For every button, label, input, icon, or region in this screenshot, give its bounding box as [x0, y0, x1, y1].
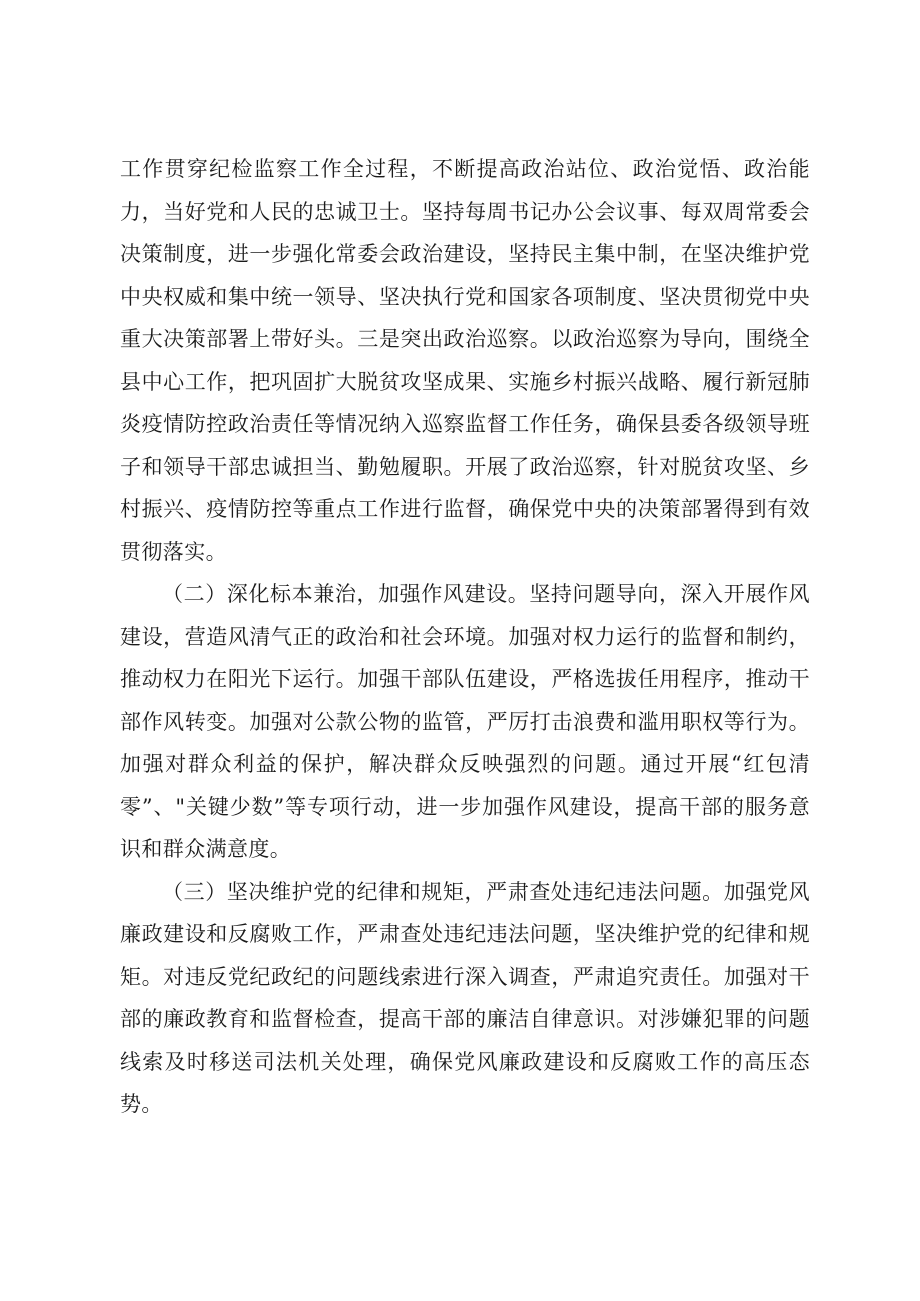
paragraph-continuation: 工作贯穿纪检监察工作全过程，不断提高政治站位、政治觉悟、政治能力，当好党和人民的忠诚卫士。坚持每周书记办公会议事、每双周常委会决策制度，进一步强化常委会政治建设，坚持民主集中制，在坚决维护党中央权威和集中统一领导、坚决执行党和国家各项制度、坚决贯彻党中央重大决策部署上带好头。三是突出政治巡察。以政治巡察为导向，围绕全县中心工作，把巩固扩大脱贫攻坚成果、实施乡村振兴战略、履行新冠肺炎疫情防控政治责任等情况纳入巡察监督工作任务，确保县委各级领导班子和领导干部忠诚担当、勤勉履职。开展了政治巡察，针对脱贫攻坚、乡村振兴、疫情防控等重点工作进行监督，确保党中央的决策部署得到有效贯彻落实。	[120, 157, 810, 564]
paragraph-section-two: （二）深化标本兼治，加强作风建设。坚持问题导向，深入开展作风建设，营造风清气正的政治和社会环境。加强对权力运行的监督和制约，推动权力在阳光下运行。加强干部队伍建设，严格选拔任用程序，推动干部作风转变。加强对公款公物的监管，严厉打击浪费和滥用职权等行为。加强对群众利益的保护，解决群众反映强烈的问题。通过开展“红包清零”、"关键少数”等专项行动，进一步加强作风建设，提高干部的服务意识和群众满意度。	[120, 582, 810, 861]
document-body	[120, 148, 810, 1126]
paragraph-section-three: （三）坚决维护党的纪律和规矩，严肃查处违纪违法问题。加强党风廉政建设和反腐败工作，严肃查处违纪违法问题，坚决维护党的纪律和规矩。对违反党纪政纪的问题线索进行深入调查，严肃追究责任。加强对干部的廉政教育和监督检查，提高干部的廉洁自律意识。对涉嫌犯罪的问题线索及时移送司法机关处理，确保党风廉政建设和反腐败工作的高压态势。	[120, 879, 810, 1116]
